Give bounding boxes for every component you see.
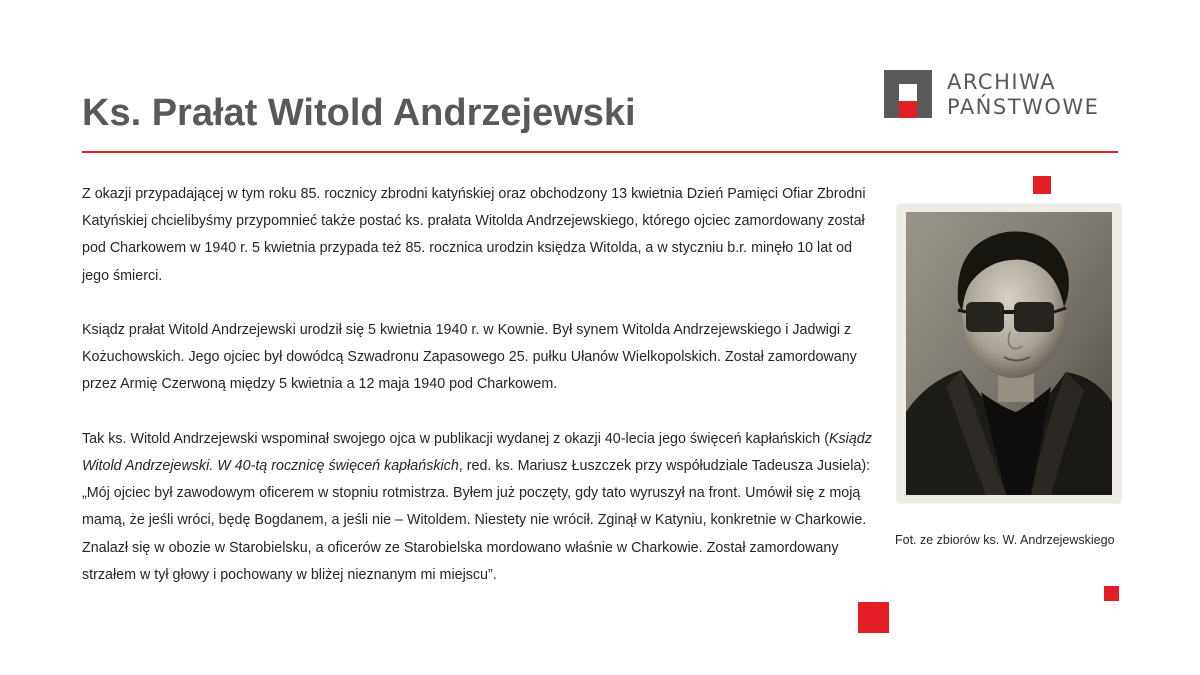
paragraph-3-quote: , red. ks. Mariusz Łuszczek przy współudziale Tadeusza Jusiela): „Mój ojciec był zawodowym oficerem w stopniu rotmistrza. Byłem już poczęty, gdy tato wyruszył na front. Umówił się z moją mamą, że jeśli wróci, będę Bogdanem, a jeśli nie – Witoldem. Niestety nie wrócił. Zginął w Katyniu, konkretnie w Charkowie. Znalazł się w obozie w Starobielsku, a oficerów ze Starobielska mordowano właśnie w Charkowie. Został zamordowany strzałem w tył głowy i pochowany w bliżej nieznanym mi miejscu”. <box>82 458 871 583</box>
decorative-square <box>1104 586 1119 601</box>
decorative-square <box>1033 176 1051 194</box>
title-divider <box>82 151 1118 153</box>
article-body <box>82 181 882 589</box>
archives-logo-icon <box>884 70 932 118</box>
publication-title: Ksiądz Witold Andrzejewski. W 40-tą rocznicę święceń kapłańskich <box>82 430 872 474</box>
logo-line-1: ARCHIWA <box>947 70 1057 94</box>
portrait-photo <box>898 205 1120 502</box>
paragraph-2: Ksiądz prałat Witold Andrzejewski urodził się 5 kwietnia 1940 r. w Kownie. Był synem Witolda Andrzejewskiego i Jadwigi z Kożuchowskich. Jego ojciec był dowódcą Szwadronu Zapasowego 25. pułku Ułanów Wielkopolskich. Został zamordowany przez Armię Czerwoną między 5 kwietnia a 12 maja 1940 pod Charkowem. <box>82 322 857 393</box>
page-title: Ks. Prałat Witold Andrzejewski <box>82 92 636 134</box>
paragraph-1: Z okazji przypadającej w tym roku 85. rocznicy zbrodni katyńskiej oraz obchodzony 13 kwietnia Dzień Pamięci Ofiar Zbrodni Katyńskiej chcielibyśmy przypomnieć także postać ks. prałata Witolda Andrzejewskiego, którego ojciec zamordowany został pod Charkowem w 1940 r. 5 kwietnia przypada też 85. rocznica urodzin księdza Witolda, a w styczniu b.r. minęło 10 lat od jego śmierci. <box>82 186 866 284</box>
decorative-square <box>858 602 889 633</box>
photo-caption: Fot. ze zbiorów ks. W. Andrzejewskiego <box>895 533 1115 547</box>
paragraph-3-intro: Tak ks. Witold Andrzejewski wspominał swojego ojca w publikacji wydanej z okazji 40-lecia jego święceń kapłańskich ( <box>82 430 829 447</box>
logo-line-2: PAŃSTWOWE <box>947 95 1100 119</box>
paragraph-3 <box>82 426 882 589</box>
archiwa-panstwowe-logo <box>884 70 1124 122</box>
portrait-image <box>906 212 1112 495</box>
